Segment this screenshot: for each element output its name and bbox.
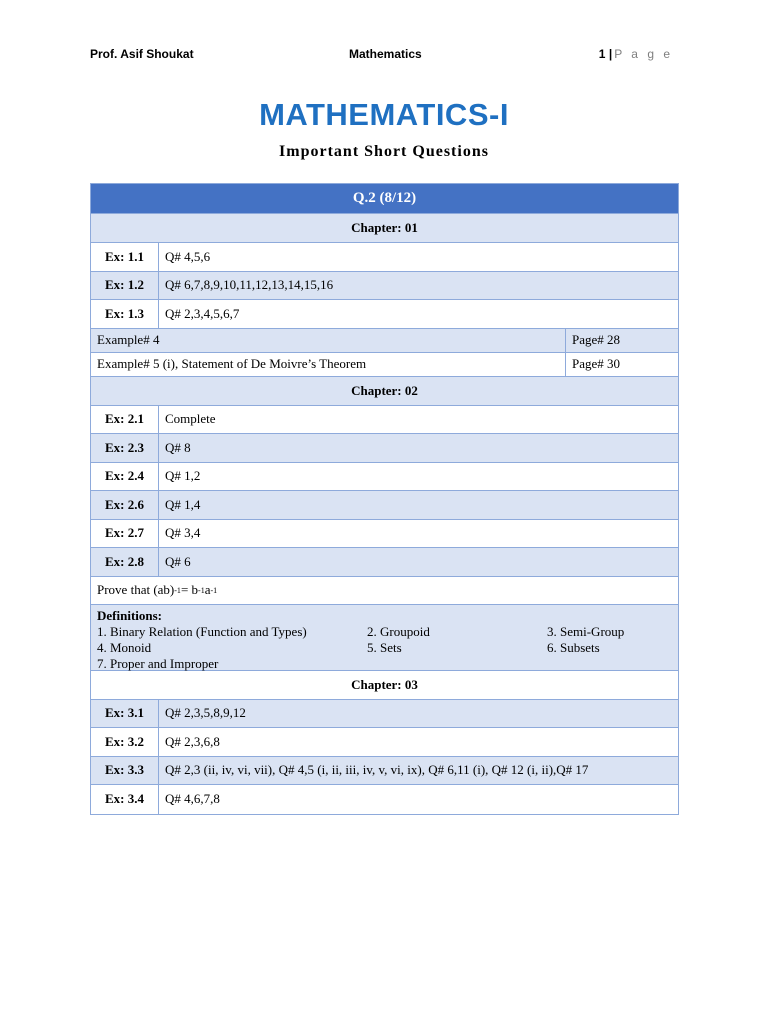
chapter-01-heading: Chapter: 01 bbox=[91, 214, 678, 243]
definition-item: 3. Semi-Group bbox=[547, 623, 625, 639]
question-list: Q# 1,2 bbox=[165, 468, 201, 484]
table-row bbox=[91, 548, 678, 577]
prove-row bbox=[91, 577, 678, 605]
exercise-label: Ex: 2.8 bbox=[91, 548, 159, 576]
exercise-label: Ex: 3.3 bbox=[91, 757, 159, 785]
exercise-label: Ex: 2.3 bbox=[91, 434, 159, 462]
page-title: MATHEMATICS-I bbox=[259, 97, 509, 132]
exercise-label: Ex: 1.3 bbox=[91, 300, 159, 328]
exercise-label: Ex: 1.1 bbox=[91, 243, 159, 271]
page-number: 1 bbox=[598, 47, 606, 61]
question-list: Q# 3,4 bbox=[165, 525, 201, 541]
prove-text: Prove that (ab) bbox=[97, 582, 175, 597]
question-list: Complete bbox=[165, 411, 216, 427]
question-list: Q# 6 bbox=[165, 553, 191, 569]
definitions-heading: Definitions: bbox=[97, 607, 162, 623]
questions-table bbox=[90, 183, 679, 815]
exercise-label: Ex: 1.2 bbox=[91, 272, 159, 300]
table-row bbox=[91, 243, 678, 272]
chapter-03-heading: Chapter: 03 bbox=[91, 671, 678, 700]
exercise-label: Ex: 2.7 bbox=[91, 520, 159, 548]
definition-item: 1. Binary Relation (Function and Types) bbox=[97, 623, 307, 639]
question-list: Q# 2,3,6,8 bbox=[165, 733, 220, 749]
exercise-label: Ex: 2.1 bbox=[91, 406, 159, 434]
definitions-block bbox=[91, 605, 678, 671]
table-row bbox=[91, 300, 678, 329]
page-subtitle: Important Short Questions bbox=[279, 143, 489, 160]
definition-item: 6. Subsets bbox=[547, 639, 600, 655]
question-list: Q# 8 bbox=[165, 439, 191, 455]
definition-item: 5. Sets bbox=[367, 639, 402, 655]
header-page bbox=[599, 47, 673, 61]
question-list: Q# 4,6,7,8 bbox=[165, 791, 220, 807]
table-row bbox=[91, 434, 678, 463]
header-subject: Mathematics bbox=[349, 47, 422, 61]
superscript: -1 bbox=[210, 585, 218, 595]
table-row bbox=[91, 520, 678, 549]
page-label: P a g e bbox=[614, 47, 673, 61]
question-list: Q# 1,4 bbox=[165, 496, 201, 512]
superscript: -1 bbox=[198, 585, 205, 595]
definition-item: 2. Groupoid bbox=[367, 623, 430, 639]
question-list: Q# 4,5,6 bbox=[165, 248, 211, 264]
exercise-label: Ex: 2.4 bbox=[91, 463, 159, 491]
definition-item: 7. Proper and Improper bbox=[97, 655, 219, 671]
table-heading: Q.2 (8/12) bbox=[91, 184, 678, 214]
question-list: Q# 2,3,5,8,9,12 bbox=[165, 705, 246, 721]
table-row bbox=[91, 272, 678, 301]
example-text: Example# 4 bbox=[91, 329, 566, 352]
table-row bbox=[91, 463, 678, 492]
header-author: Prof. Asif Shoukat bbox=[90, 47, 194, 61]
table-row bbox=[91, 728, 678, 757]
table-row bbox=[91, 785, 678, 814]
exercise-label: Ex: 3.2 bbox=[91, 728, 159, 756]
table-row bbox=[91, 406, 678, 435]
exercise-label: Ex: 3.4 bbox=[91, 785, 159, 814]
example-page: Page# 28 bbox=[572, 332, 621, 347]
prove-text: a bbox=[204, 582, 211, 597]
page-separator: | bbox=[608, 47, 613, 61]
table-row bbox=[91, 700, 678, 729]
question-list: Q# 6,7,8,9,10,11,12,13,14,15,16 bbox=[165, 277, 334, 293]
question-list: Q# 2,3 (ii, iv, vi, vii), Q# 4,5 (i, ii, iii, iv, v, vi, ix), Q# 6,11 (i), Q# 12 (i, ii),Q# 17 bbox=[165, 762, 589, 778]
example-page: Page# 30 bbox=[572, 356, 621, 371]
table-row bbox=[91, 491, 678, 520]
superscript: -1 bbox=[174, 585, 181, 595]
question-list: Q# 2,3,4,5,6,7 bbox=[165, 305, 240, 321]
example-text: Example# 5 (i), Statement of De Moivre’s Theorem bbox=[91, 353, 566, 376]
prove-text: = b bbox=[180, 582, 199, 597]
example-row bbox=[91, 329, 678, 353]
definitions-list bbox=[97, 624, 672, 672]
table-row bbox=[91, 757, 678, 786]
definition-item: 4. Monoid bbox=[97, 639, 152, 655]
chapter-02-heading: Chapter: 02 bbox=[91, 377, 678, 406]
example-row bbox=[91, 353, 678, 377]
exercise-label: Ex: 2.6 bbox=[91, 491, 159, 519]
exercise-label: Ex: 3.1 bbox=[91, 700, 159, 728]
